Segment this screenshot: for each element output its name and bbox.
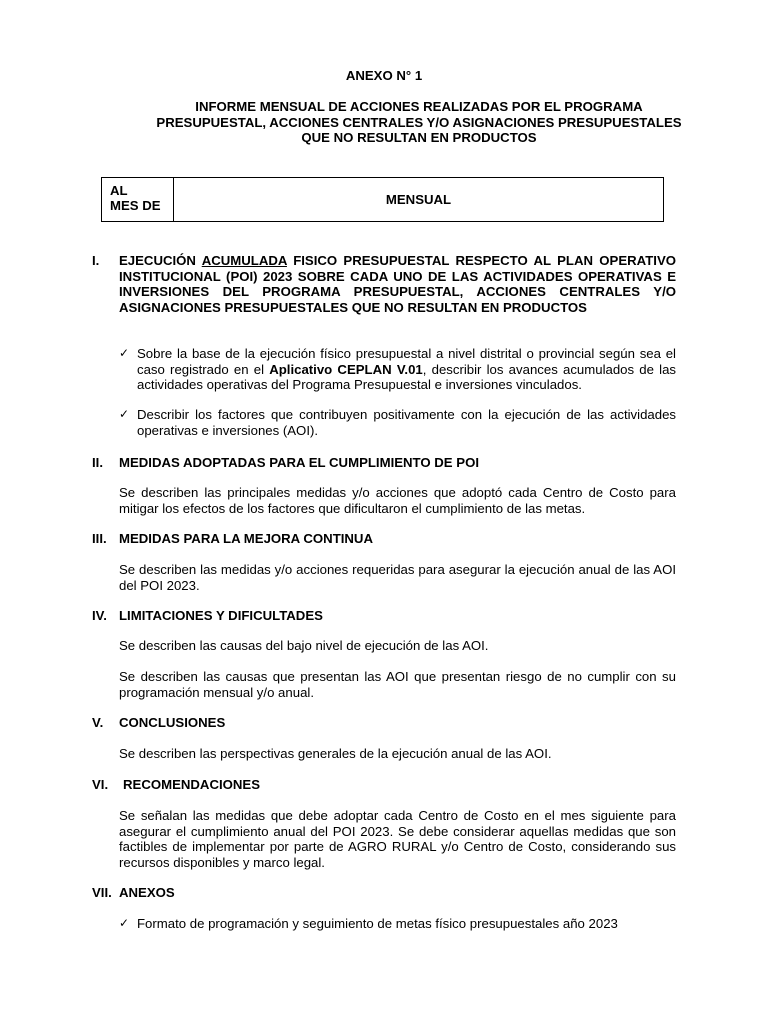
list-item <box>119 346 676 393</box>
section-number: I. <box>92 253 100 268</box>
section-number: VII. <box>92 885 112 900</box>
section-title <box>119 253 676 315</box>
main-title <box>80 99 758 146</box>
section-3-heading <box>92 531 676 547</box>
section-title-part: FISICO PRESUPUESTAL RESPECTO AL PLAN OPERATIVO INSTITUCIONAL (POI) 2023 SOBRE CADA UNO DE LAS ACTIVIDADES OPERATIVAS E INVERSIONES DEL PROGRAMA PRESUPUESTAL, ACCIONES CENTRALES Y/O ASIGNACIONES PRESUPUESTALES QUE NO RESULTAN EN PRODUCTOS <box>119 253 676 315</box>
text-part: , describir los avances acumulados de las actividades operativas del Programa Presupuestal e inversiones vinculados. <box>137 361 677 392</box>
period-label-line: AL <box>110 183 128 198</box>
section-title: MEDIDAS ADOPTADAS PARA EL CUMPLIMIENTO DE POI <box>119 455 479 470</box>
section-paragraph: Se describen las causas del bajo nivel de ejecución de las AOI. <box>119 638 489 653</box>
section-paragraph: Se describen las perspectivas generales de la ejecución anual de las AOI. <box>119 746 552 761</box>
section-number: VI. <box>92 777 109 792</box>
main-title-line: QUE NO RESULTAN EN PRODUCTOS <box>301 130 537 145</box>
section-number: II. <box>92 455 103 470</box>
section-paragraph: Se describen las medidas y/o acciones requeridas para asegurar la ejecución anual de las AOI del POI 2023. <box>119 562 676 593</box>
list-item-text: Formato de programación y seguimiento de metas físico presupuestales año 2023 <box>137 916 618 931</box>
main-title-line: INFORME MENSUAL DE ACCIONES REALIZADAS POR EL PROGRAMA <box>195 99 643 114</box>
period-value-cell <box>174 178 663 221</box>
section-title: LIMITACIONES Y DIFICULTADES <box>119 608 323 623</box>
checkmark-icon: ✓ <box>119 346 130 360</box>
period-label-line: MES DE <box>110 198 161 213</box>
section-2-heading <box>92 455 676 471</box>
section-paragraph: Se describen las principales medidas y/o acciones que adoptó cada Centro de Costo para mitigar los efectos de los factores que dificultaron el cumplimiento de las metas. <box>119 485 676 516</box>
section-title: CONCLUSIONES <box>119 715 226 730</box>
section-5-heading <box>92 715 676 731</box>
list-item-text: Describir los factores que contribuyen positivamente con la ejecución de las actividades operativas e inversiones (AOI). <box>137 407 676 438</box>
checkmark-icon: ✓ <box>119 407 130 421</box>
annex-title: ANEXO N° 1 <box>345 68 423 83</box>
period-label-cell <box>102 178 174 221</box>
section-title: MEDIDAS PARA LA MEJORA CONTINUA <box>119 531 373 546</box>
section-number: III. <box>92 531 107 546</box>
main-title-line: PRESUPUESTAL, ACCIONES CENTRALES Y/O ASIGNACIONES PRESUPUESTALES <box>156 114 682 130</box>
list-item <box>119 916 676 932</box>
section-paragraph: Se señalan las medidas que debe adoptar cada Centro de Costo en el mes siguiente para asegurar el cumplimiento anual del POI 2023. Se debe considerar aquellas medidas que son factibles de implementar por parte de AGRO RURAL y/o Centro de Costo, considerando sus recursos disponibles y marco legal. <box>119 808 676 870</box>
section-4-heading <box>92 608 676 624</box>
section-paragraph: Se describen las causas que presentan las AOI que presentan riesgo de no cumplir con su programación mensual y/o anual. <box>119 669 676 700</box>
section-1-heading <box>92 253 676 315</box>
list-item <box>119 407 676 438</box>
section-title: ANEXOS <box>119 885 175 900</box>
app-name: Aplicativo CEPLAN V.01 <box>269 361 423 377</box>
section-title: RECOMENDACIONES <box>123 777 261 792</box>
period-table <box>101 177 664 222</box>
section-7-heading <box>92 885 676 901</box>
section-6-heading <box>92 777 676 793</box>
section-title-part: EJECUCIÓN <box>119 253 202 268</box>
text-part: Sobre la base de la ejecución físico presupuestal a nivel distrital o provincial según sea el caso registrado en el <box>137 346 676 377</box>
period-value: MENSUAL <box>385 191 452 207</box>
section-number: IV. <box>92 608 107 623</box>
checkmark-icon: ✓ <box>119 916 130 930</box>
section-title-underlined: ACUMULADA <box>201 253 287 268</box>
section-number: V. <box>92 715 104 730</box>
list-item-text <box>137 346 676 393</box>
